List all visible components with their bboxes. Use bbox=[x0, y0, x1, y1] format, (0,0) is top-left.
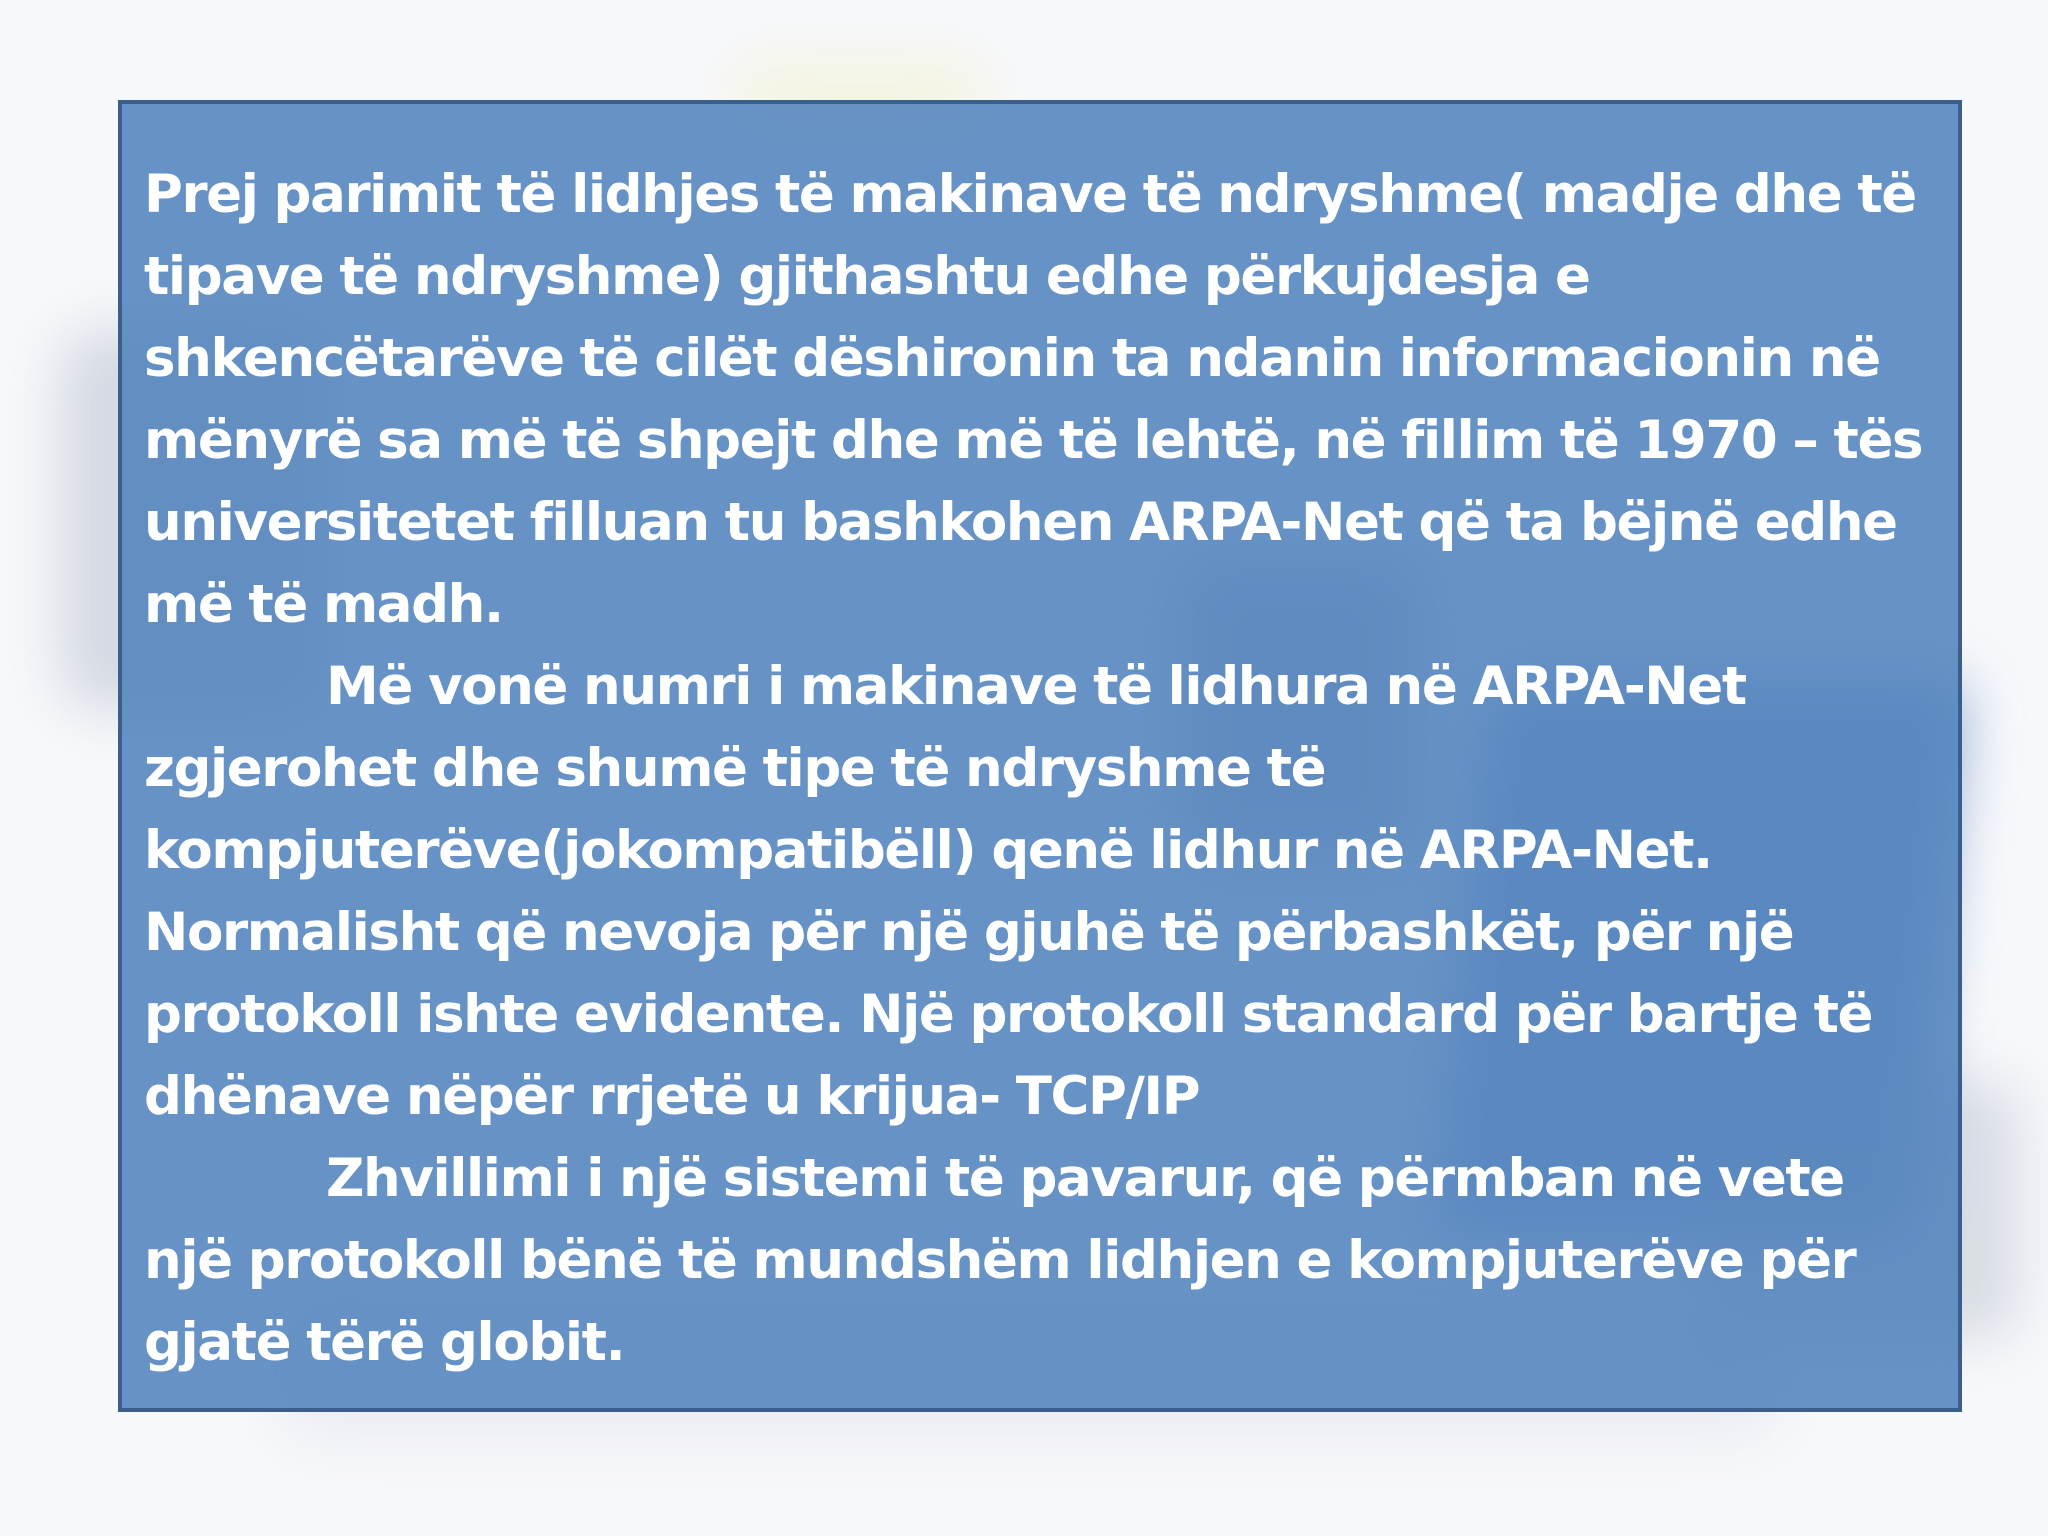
paragraph-1: Prej parimit të lidhjes të makinave të ndryshme( madje dhe të tipave të ndryshme) gjithashtu edhe përkujdesja e shkencëtarëve të cilët dëshironin ta ndanin informacionin në mënyrë sa më të shpejt dhe më të lehtë, në fillim të 1970 – tës universitetet filluan tu bashkohen ARPA-Net që ta bëjnë edhe më të madh. bbox=[144, 164, 1923, 635]
paragraph-2: Më vonë numri i makinave të lidhura në ARPA-Net zgjerohet dhe shumë tipe të ndryshme të kompjuterëve(jokompatibëll) qenë lidhur në ARPA-Net. Normalisht që nevoja për një gjuhë të përbashkët, për një protokoll ishte evidente. Një protokoll standard për bartje të dhënave nëpër rrjetë u krijua- TCP/IP bbox=[144, 656, 1873, 1127]
text-box bbox=[118, 100, 1962, 1412]
paragraph-3: Zhvillimi i një sistemi të pavarur, që përmban në vete një protokoll bënë të mundshëm lidhjen e kompjuterëve për gjatë tërë globit. bbox=[144, 1148, 1856, 1373]
